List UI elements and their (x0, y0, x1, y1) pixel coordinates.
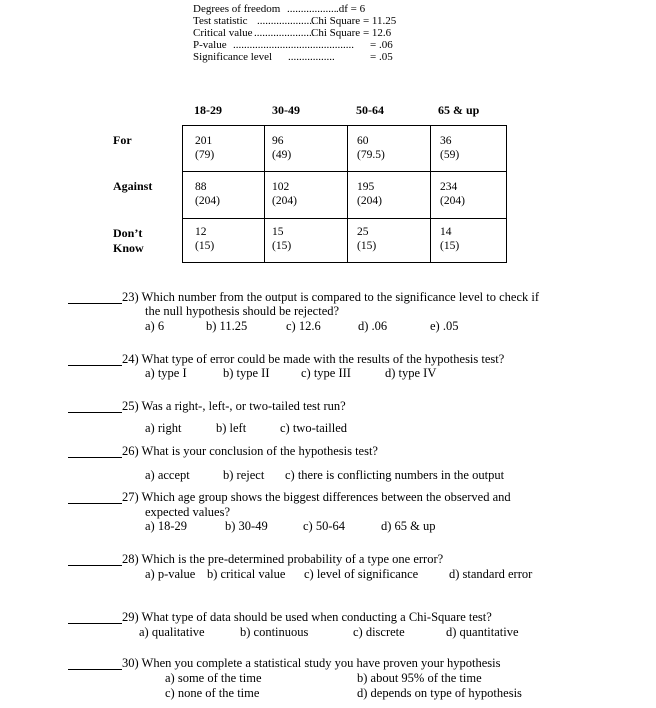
critical-value-value: Chi Square = 12.6 (311, 27, 392, 39)
df-label: Degrees of freedom (193, 3, 281, 15)
answer-blank[interactable] (68, 303, 122, 304)
answer-option: c) 50-64 (303, 519, 345, 533)
table-cell: 201 (79) (195, 135, 215, 161)
answer-option: b) type II (223, 366, 270, 380)
question-23-text: 23) Which number from the output is compared to the significance level to check if (122, 290, 539, 304)
question-27-text: expected values? (145, 505, 231, 519)
answer-option: c) type III (301, 366, 351, 380)
answer-option: a) right (145, 421, 182, 435)
answer-blank[interactable] (68, 457, 122, 458)
answer-blank[interactable] (68, 503, 122, 504)
table-cell: 14 (15) (440, 226, 460, 252)
table-cell: 60 (79.5) (357, 135, 385, 161)
answer-option: c) level of significance (304, 567, 419, 581)
table-cell: 12 (15) (195, 226, 215, 252)
question-26-text: 26) What is your conclusion of the hypothesis test? (122, 444, 378, 458)
dot-leader: ................. (288, 51, 335, 63)
question-27-text: 27) Which age group shows the biggest differences between the observed and (122, 490, 511, 504)
table-cell: 36 (59) (440, 135, 460, 161)
column-header: 18-29 (194, 103, 222, 117)
answer-option: c) there is conflicting numbers in the output (285, 468, 505, 482)
significance-level-label: Significance level (193, 51, 273, 63)
column-header: 65 & up (438, 103, 480, 117)
question-29-text: 29) What type of data should be used when conducting a Chi-Square test? (122, 610, 492, 624)
column-header: 50-64 (356, 103, 384, 117)
answer-option: c) 12.6 (286, 319, 321, 333)
question-30-text: 30) When you complete a statistical study you have proven your hypothesis (122, 656, 501, 670)
table-cell: 234 (204) (440, 181, 465, 207)
table-row (183, 126, 507, 172)
answer-option: a) accept (145, 468, 190, 482)
table-row (183, 219, 507, 263)
answer-option: b) 11.25 (206, 319, 248, 333)
row-label-dont-know: Don’t (113, 226, 143, 240)
table-cell: 25 (15) (357, 226, 377, 252)
answer-option: b) continuous (240, 625, 309, 639)
question-25-text: 25) Was a right-, left-, or two-tailed test run? (122, 399, 346, 413)
p-value-value: = .06 (370, 39, 393, 51)
question-28-text: 28) Which is the pre-determined probability of a type one error? (122, 552, 444, 566)
answer-option: c) discrete (353, 625, 405, 639)
test-statistic-value: Chi Square = 11.25 (311, 15, 397, 27)
answer-option: d) standard error (449, 567, 533, 581)
answer-option: b) reject (223, 468, 265, 482)
critical-value-label: Critical value (193, 27, 253, 39)
answer-option: a) 18-29 (145, 519, 187, 533)
question-23-text: the null hypothesis should be rejected? (145, 304, 340, 318)
row-label-dont-know: Know (113, 241, 144, 255)
table-cell: 102 (204) (272, 181, 297, 207)
dot-leader: .................. (287, 3, 337, 15)
answer-option: a) 6 (145, 319, 165, 333)
answer-blank[interactable] (68, 412, 122, 413)
table-row (183, 172, 507, 219)
dot-leader: ............................................ (233, 39, 354, 51)
answer-option: c) none of the time (165, 686, 260, 700)
row-label-against: Against (113, 179, 153, 193)
column-header: 30-49 (272, 103, 300, 117)
answer-option: a) qualitative (139, 625, 205, 639)
answer-option: b) about 95% of the time (357, 671, 482, 685)
answer-option: a) type I (145, 366, 187, 380)
dot-leader: ..................... (257, 15, 315, 27)
answer-blank[interactable] (68, 623, 122, 624)
contingency-table (182, 125, 507, 263)
question-24-text: 24) What type of error could be made with the results of the hypothesis test? (122, 352, 505, 366)
answer-blank[interactable] (68, 365, 122, 366)
table-cell: 88 (204) (195, 181, 220, 207)
answer-option: d) type IV (385, 366, 437, 380)
test-statistic-label: Test statistic (193, 15, 248, 27)
answer-option: b) critical value (207, 567, 286, 581)
significance-level-value: = .05 (370, 51, 393, 63)
answer-option: d) .06 (358, 319, 388, 333)
answer-option: d) quantitative (446, 625, 519, 639)
answer-option: d) 65 & up (381, 519, 436, 533)
p-value-label: P-value (193, 39, 227, 51)
answer-blank[interactable] (68, 565, 122, 566)
table-cell: 96 (49) (272, 135, 292, 161)
table-cell: 15 (15) (272, 226, 292, 252)
table-cell: 195 (204) (357, 181, 382, 207)
answer-option: b) 30-49 (225, 519, 268, 533)
answer-option: b) left (216, 421, 247, 435)
answer-option: e) .05 (430, 319, 459, 333)
answer-option: a) some of the time (165, 671, 262, 685)
answer-option: d) depends on type of hypothesis (357, 686, 522, 700)
row-label-for: For (113, 133, 132, 147)
answer-option: a) p-value (145, 567, 196, 581)
answer-blank[interactable] (68, 669, 122, 670)
answer-option: c) two-tailled (280, 421, 347, 435)
dot-leader: ...................... (254, 27, 315, 39)
df-value: .df = 6 (336, 3, 366, 15)
